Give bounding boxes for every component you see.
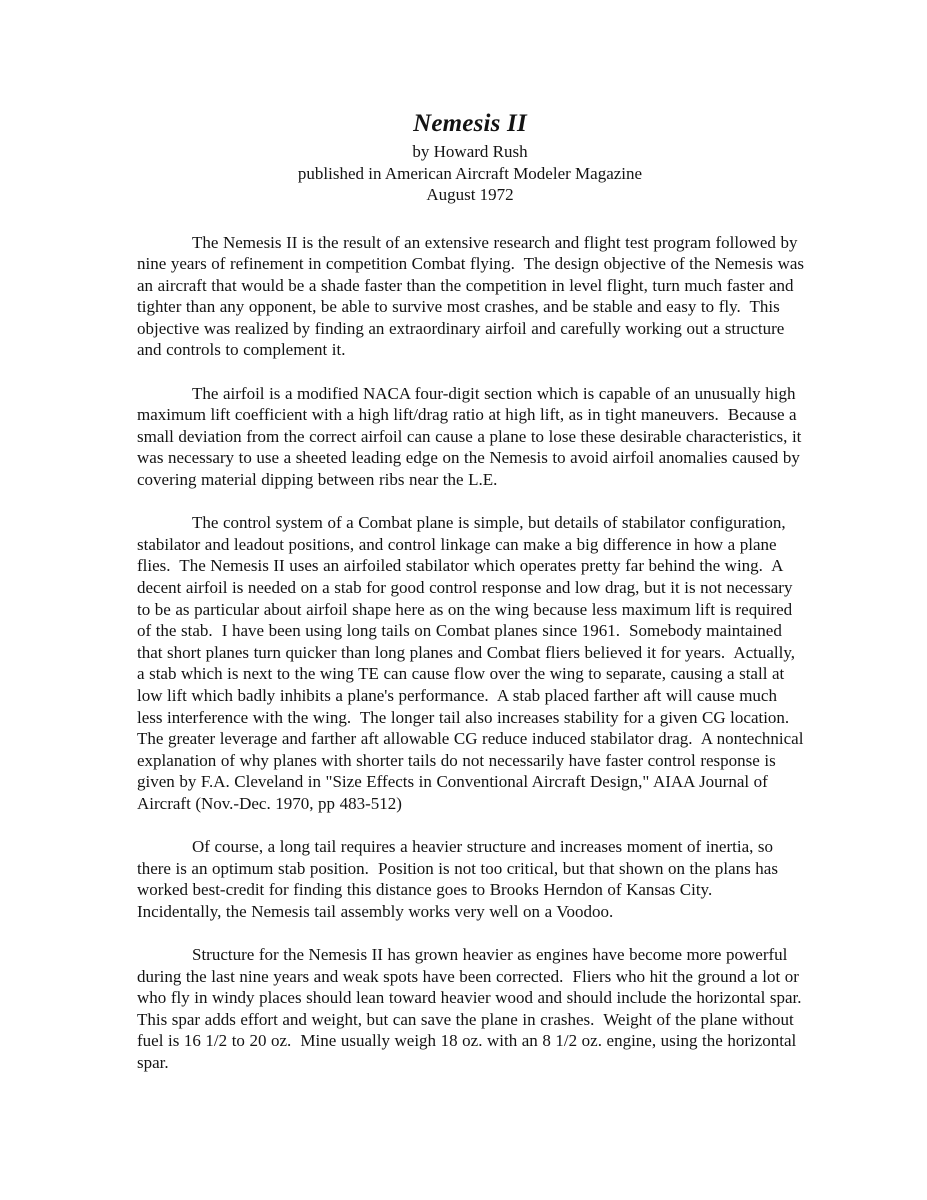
document-publication: published in American Aircraft Modeler Magazine xyxy=(297,163,643,183)
paragraph-airfoil: The airfoil is a modified NACA four-digit section which is capable of an unusually high maximum lift coefficient with a high lift/drag ratio at high lift, as in tight maneuvers. Because a small deviation from the correct airfoil can cause a plane to lose these desirable characteristics, it was necessary to use a sheeted leading edge on the Nemesis to avoid airfoil anomalies caused by covering material dipping between ribs near the L.E. xyxy=(137,383,806,490)
paragraph-stab-position: Of course, a long tail requires a heavier structure and increases moment of inertia, so there is an optimum stab position. Position is not too critical, but that shown on the plans has worked best-credit for finding this distance goes to Brooks Herndon of Kansas City. Incidentally, the Nemesis tail assembly works very well on a Voodoo. xyxy=(137,837,783,921)
document-body xyxy=(137,232,811,1074)
document-date: August 1972 xyxy=(426,185,514,204)
paragraph-structure: Structure for the Nemesis II has grown heavier as engines have become more powerful during the last nine years and weak spots have been corrected. Fliers who hit the ground a lot or who fly in windy places should lean toward heavier wood and should include the horizontal spar. This spar adds effort and weight, but can save the plane in crashes. Weight of the plane without fuel is 16 1/2 to 20 oz. Mine usually weigh 18 oz. with an 8 1/2 oz. engine, using the horizontal spar. xyxy=(137,945,811,1073)
paragraph-intro: The Nemesis II is the result of an extensive research and flight test program followed by nine years of refinement in competition Combat flying. The design objective of the Nemesis was an aircraft that would be a shade faster than the competition in level flight, turn much faster and tighter than any opponent, be able to survive most crashes, and be stable and easy to fly. This objective was realized by finding an extraordinary airfoil and carefully working out a structure and controls to complement it. xyxy=(137,232,809,360)
document-title: Nemesis II xyxy=(413,110,527,137)
document-byline: by Howard Rush xyxy=(412,142,528,161)
document-header xyxy=(137,0,803,206)
paragraph-control-system: The control system of a Combat plane is simple, but details of stabilator configuration, stabilator and leadout positions, and control linkage can make a big difference in how a plane flies. The Nemesis II uses an airfoiled stabilator which operates pretty far behind the wing. A decent airfoil is needed on a stab for good control response and low drag, but it is not necessary to be as particular about airfoil shape here as on the wing because less maximum lift is required of the stab. I have been using long tails on Combat planes since 1961. Somebody maintained that short planes turn quicker than long planes and Combat fliers believed it for years. Actually, a stab which is next to the wing TE can cause flow over the wing to separate, causing a stall at low lift which badly inhibits a plane's performance. A stab placed farther aft will cause much less interference with the wing. The longer tail also increases stability for a given CG location. The greater leverage and farther aft allowable CG reduce induced stabilator drag. A nontechnical explanation of why planes with shorter tails do not necessarily have faster control response is given by F.A. Cleveland in "Size Effects in Conventional Aircraft Design," AIAA Journal of Aircraft (Nov.-Dec. 1970, pp 483-512) xyxy=(137,513,808,813)
